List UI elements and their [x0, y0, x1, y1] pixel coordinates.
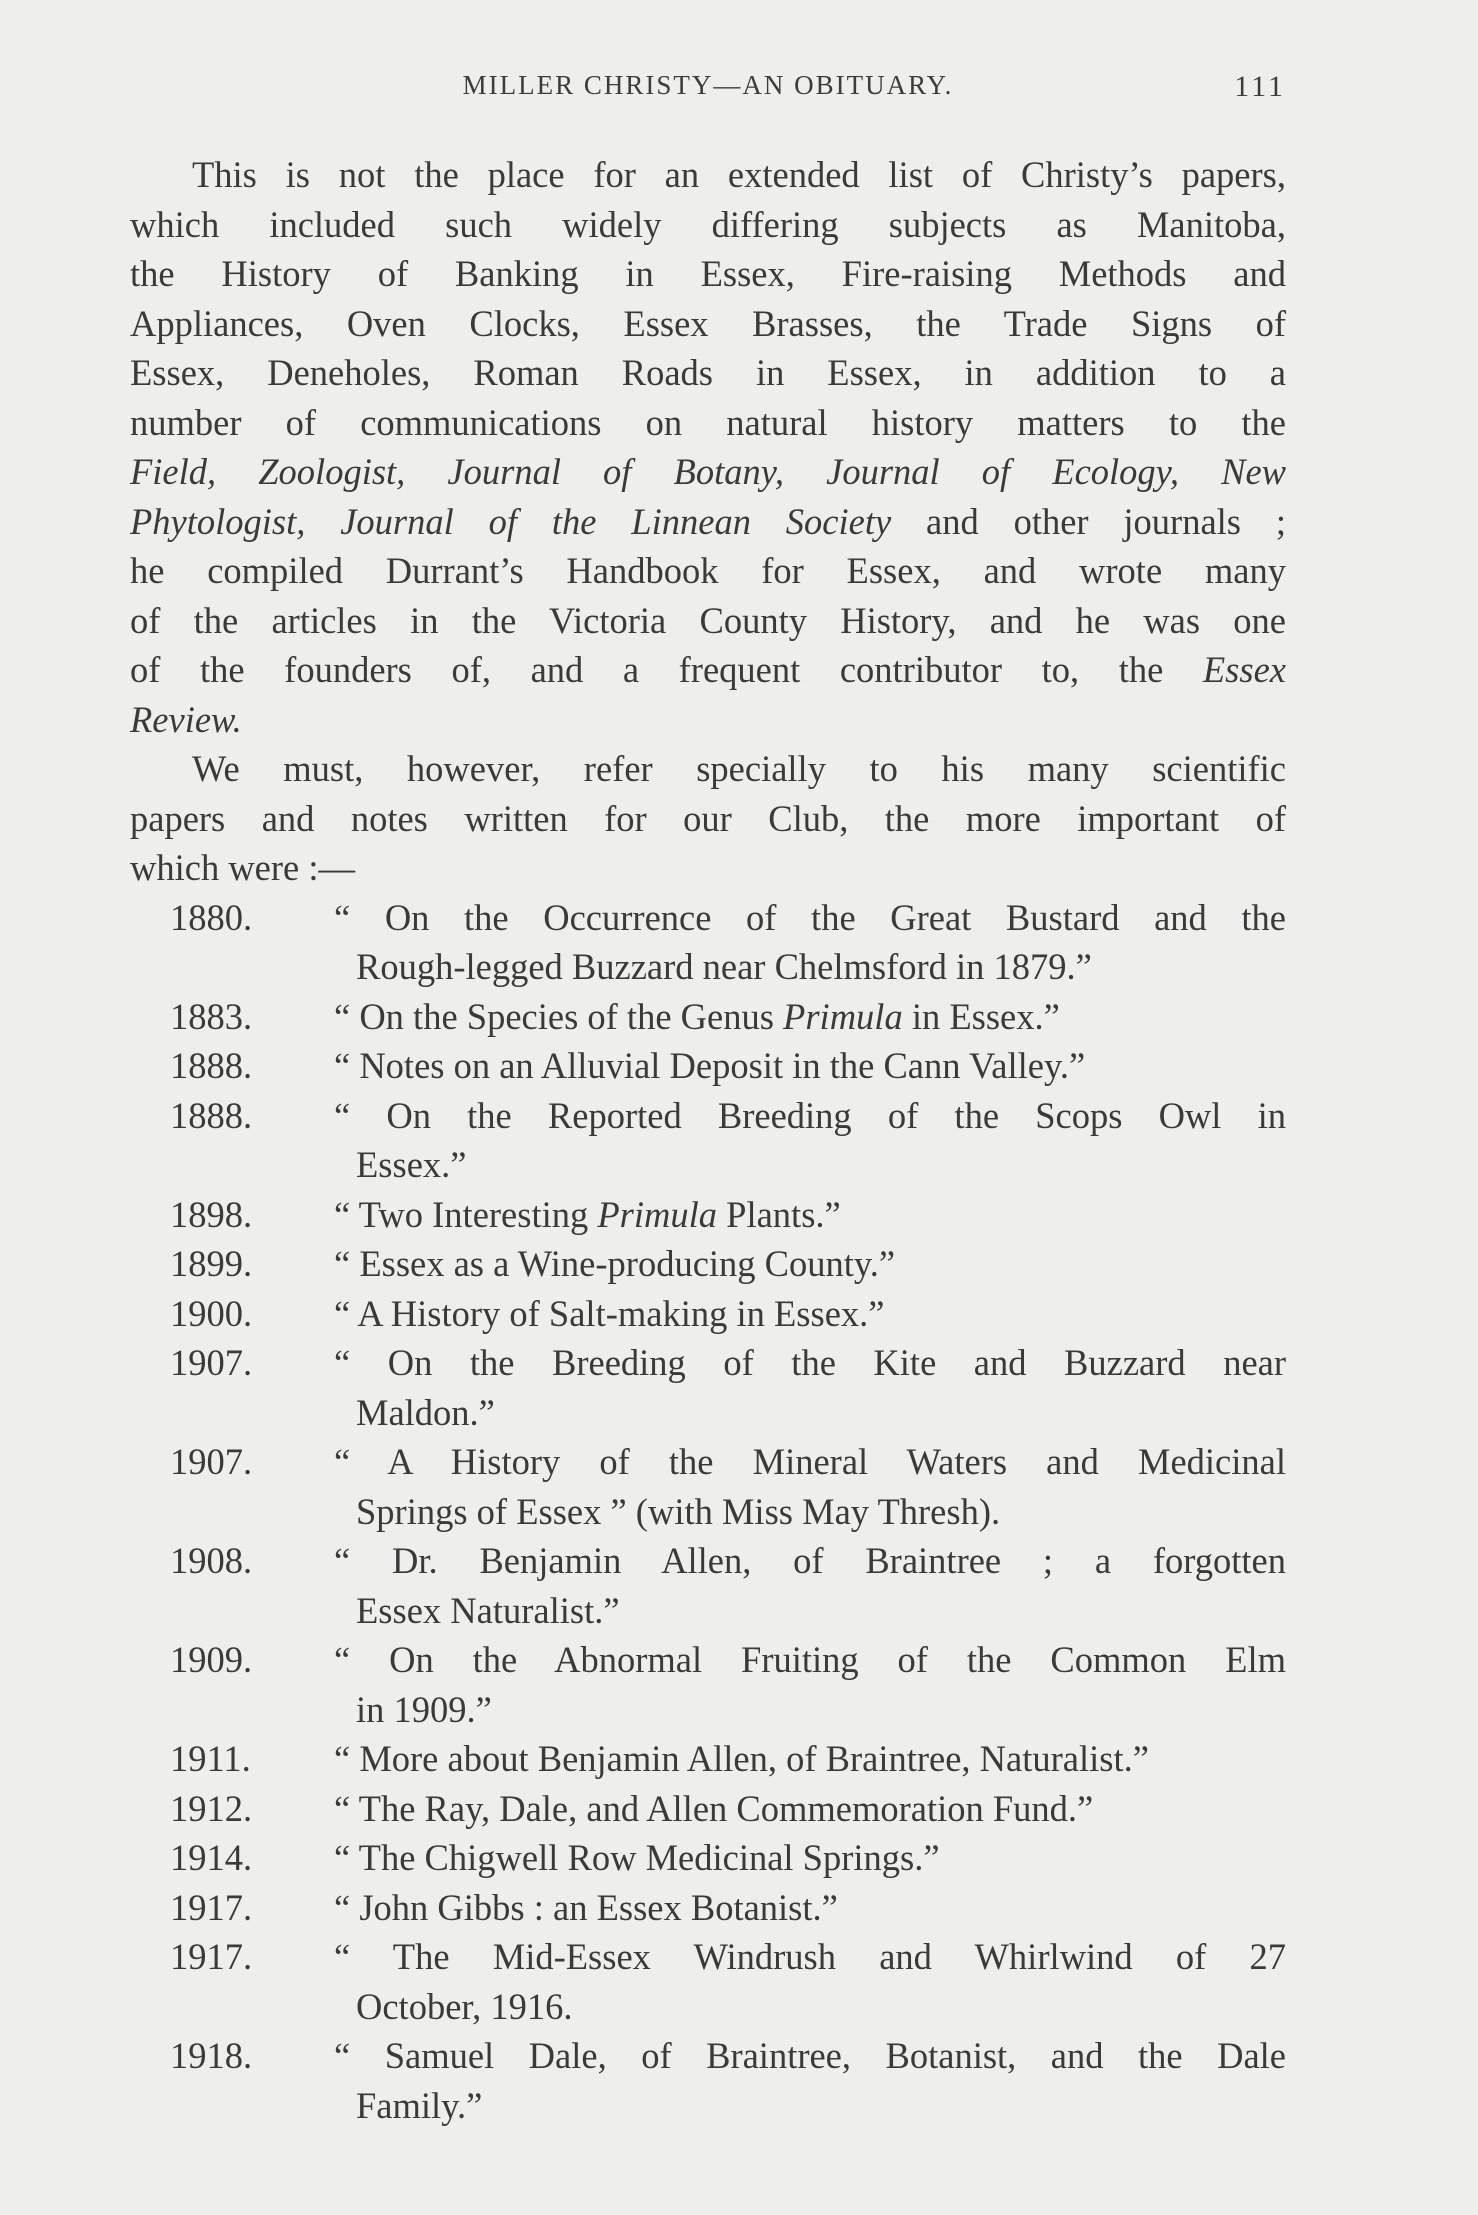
text-line: papers and notes written for our Club, the more important of — [130, 797, 1286, 839]
reference-item — [130, 1635, 1286, 1734]
reference-item — [130, 1289, 1286, 1339]
reference-title-line: in 1909.” — [356, 1688, 492, 1730]
reference-year: 1907. — [170, 1441, 253, 1482]
reference-title-line — [334, 1190, 1286, 1240]
text-fragment: Plants.” — [717, 1193, 841, 1235]
text-line: which included such widely differing subjects as Manitoba, — [130, 203, 1286, 245]
reference-item — [130, 1883, 1286, 1933]
reference-title-line: Rough-legged Buzzard near Chelmsford in 1879.” — [356, 946, 1092, 987]
reference-year: 1917. — [170, 1936, 253, 1977]
reference-year: 1908. — [170, 1540, 253, 1581]
reference-title-line: “ The Ray, Dale, and Allen Commemoration Fund.” — [334, 1787, 1094, 1829]
reference-title-line: “ Dr. Benjamin Allen, of Braintree ; a forgotten — [334, 1540, 1286, 1581]
text-fragment: “ Two Interesting — [334, 1193, 598, 1235]
running-head — [130, 70, 1286, 120]
reference-item — [130, 992, 1286, 1042]
reference-item — [130, 1536, 1286, 1635]
reference-item — [130, 1041, 1286, 1091]
journal-title-review: Review. — [130, 698, 242, 740]
reference-title-line: “ A History of the Mineral Waters and Medicinal — [334, 1441, 1286, 1482]
reference-title-line: “ The Chigwell Row Medicinal Springs.” — [334, 1837, 940, 1878]
reference-item — [130, 1239, 1286, 1289]
text-line: the History of Banking in Essex, Fire-raising Methods and — [130, 253, 1286, 294]
reference-year: 1888. — [170, 1094, 253, 1136]
reference-title-line: October, 1916. — [356, 1985, 573, 2027]
reference-item — [130, 1932, 1286, 2031]
text-line: he compiled Durrant’s Handbook for Essex, and wrote many — [130, 550, 1286, 591]
page-number: 111 — [1234, 70, 1286, 103]
reference-item — [130, 2031, 1286, 2130]
text-line-journals: Field, Zoologist, Journal of Botany, Journal of Ecology, New — [130, 451, 1286, 492]
reference-item — [130, 893, 1286, 992]
journal-titles: Phytologist, Journal of the Linnean Society — [130, 500, 892, 542]
text-line-review — [130, 695, 1286, 745]
reference-title-line: Springs of Essex ” (with Miss May Thresh). — [356, 1490, 1001, 1532]
reference-item — [130, 1190, 1286, 1240]
reference-year: 1911. — [170, 1738, 251, 1779]
reference-title-line: Essex Naturalist.” — [356, 1589, 620, 1631]
text-line: Appliances, Oven Clocks, Essex Brasses, the Trade Signs of — [130, 302, 1286, 344]
reference-list — [130, 893, 1286, 2131]
reference-year: 1880. — [170, 896, 253, 938]
journal-title-essex: Essex — [1202, 649, 1286, 690]
reference-title-line: “ The Mid-Essex Windrush and Whirlwind of 27 — [334, 1936, 1286, 1977]
text-fragment: “ On the Species of the Genus — [334, 995, 784, 1037]
text-fragment: of the founders of, and a frequent contributor to, the — [130, 649, 1203, 690]
reference-title-line: “ On the Reported Breeding of the Scops Owl in — [334, 1094, 1286, 1136]
text-fragment: and other journals ; — [891, 500, 1286, 542]
reference-year: 1907. — [170, 1342, 253, 1383]
text-fragment: in Essex.” — [902, 995, 1060, 1037]
reference-title-line: “ On the Abnormal Fruiting of the Common Elm — [334, 1639, 1286, 1680]
reference-year: 1898. — [170, 1193, 253, 1235]
genus-name: Primula — [783, 995, 903, 1037]
reference-title-line: Maldon.” — [356, 1391, 495, 1433]
paragraph-papers-list — [130, 150, 1286, 744]
text-line: which were :— — [130, 847, 356, 888]
text-line: Essex, Deneholes, Roman Roads in Essex, in addition to a — [130, 352, 1286, 393]
reference-year: 1888. — [170, 1045, 253, 1086]
reference-title-line: “ John Gibbs : an Essex Botanist.” — [334, 1886, 838, 1928]
reference-item — [130, 1833, 1286, 1883]
reference-item — [130, 1338, 1286, 1437]
reference-title-line: “ Notes on an Alluvial Deposit in the Cann Valley.” — [334, 1045, 1086, 1086]
reference-title-line: “ Essex as a Wine-producing County.” — [334, 1243, 896, 1284]
text-line: This is not the place for an extended list of Christy’s papers, — [192, 154, 1286, 195]
body-text — [130, 150, 1286, 2130]
reference-title-line — [334, 992, 1286, 1042]
reference-year: 1914. — [170, 1837, 253, 1878]
reference-title-line: “ A History of Salt-making in Essex.” — [334, 1292, 885, 1334]
reference-title-line: Family.” — [356, 2084, 483, 2126]
paragraph-club-papers — [130, 744, 1286, 893]
running-title: MILLER CHRISTY—AN OBITUARY. — [462, 70, 954, 100]
reference-year: 1883. — [170, 995, 253, 1037]
text-line-journals-cont — [130, 497, 1286, 547]
reference-title-line: “ Samuel Dale, of Braintree, Botanist, and the Dale — [334, 2035, 1286, 2076]
reference-year: 1917. — [170, 1886, 253, 1928]
reference-title-line: “ On the Occurrence of the Great Bustard and the — [334, 896, 1286, 938]
reference-title-line: Essex.” — [356, 1144, 467, 1185]
reference-item — [130, 1734, 1286, 1784]
text-line: number of communications on natural history matters to the — [130, 401, 1286, 443]
reference-year: 1918. — [170, 2035, 253, 2076]
text-line-essex — [130, 645, 1286, 695]
reference-item — [130, 1784, 1286, 1834]
reference-year: 1912. — [170, 1787, 253, 1829]
text-line: We must, however, refer specially to his many scientific — [192, 748, 1286, 789]
reference-year: 1899. — [170, 1243, 253, 1284]
reference-item — [130, 1437, 1286, 1536]
reference-year: 1900. — [170, 1292, 253, 1334]
reference-year: 1909. — [170, 1639, 253, 1680]
reference-item — [130, 1091, 1286, 1190]
reference-title-line: “ On the Breeding of the Kite and Buzzard near — [334, 1342, 1286, 1383]
genus-name: Primula — [597, 1193, 718, 1235]
reference-title-line: “ More about Benjamin Allen, of Braintree, Naturalist.” — [334, 1738, 1149, 1779]
text-line: of the articles in the Victoria County History, and he was one — [130, 599, 1286, 641]
